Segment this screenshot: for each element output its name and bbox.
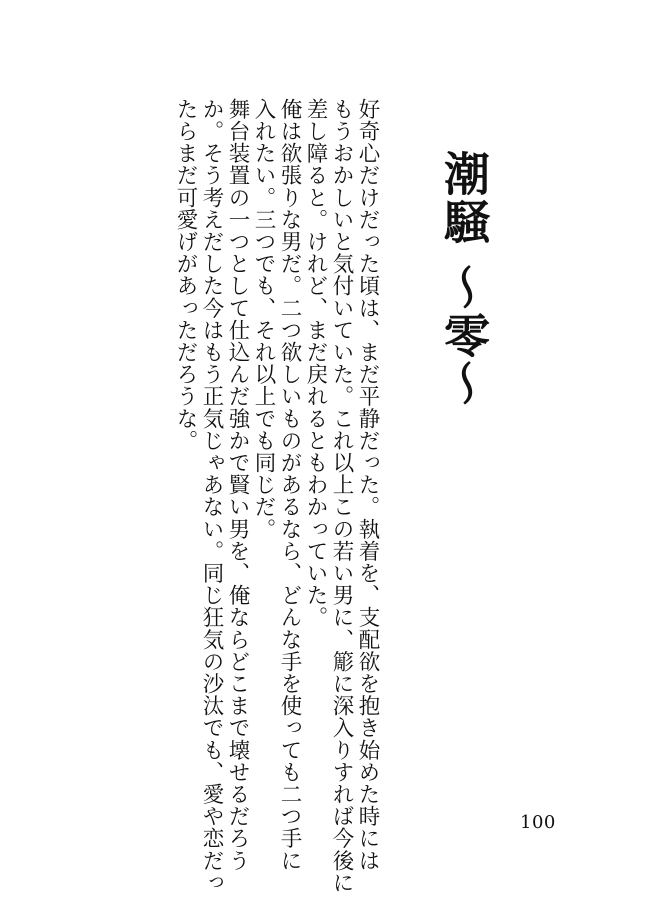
body-text	[120, 98, 380, 894]
text-line-5: 入れたい。三つでも、それ以上でも同じだ。	[251, 98, 276, 540]
chapter-title: 潮騒 〜零〜	[437, 150, 491, 409]
page-number: 100	[520, 812, 556, 833]
text-line-4: 俺は欲張りな男だ。二つ欲しいものがあるなら、どんな手を使っても二つ手に	[277, 98, 302, 872]
text-line-3: 差し障ると。けれど、まだ戻れるともわかっていた。	[303, 98, 328, 629]
text-line-7: か。そう考えだした今はもう正気じゃあない。同じ狂気の沙汰でも、愛や恋だっ	[199, 98, 224, 894]
text-line-2: もうおかしいと気付いていた。これ以上この若い男に、簓に深入りすれば今後に	[329, 98, 354, 894]
text-line-8: たらまだ可愛げがあっただろうな。	[173, 98, 198, 452]
text-line-1: 好奇心だけだった頃は、まだ平静だった。執着を、支配欲を抱き始めた時には	[355, 98, 380, 872]
text-line-6: 舞台装置の一つとして仕込んだ強かで賢い男を、俺ならどこまで壊せるだろう	[225, 98, 250, 872]
